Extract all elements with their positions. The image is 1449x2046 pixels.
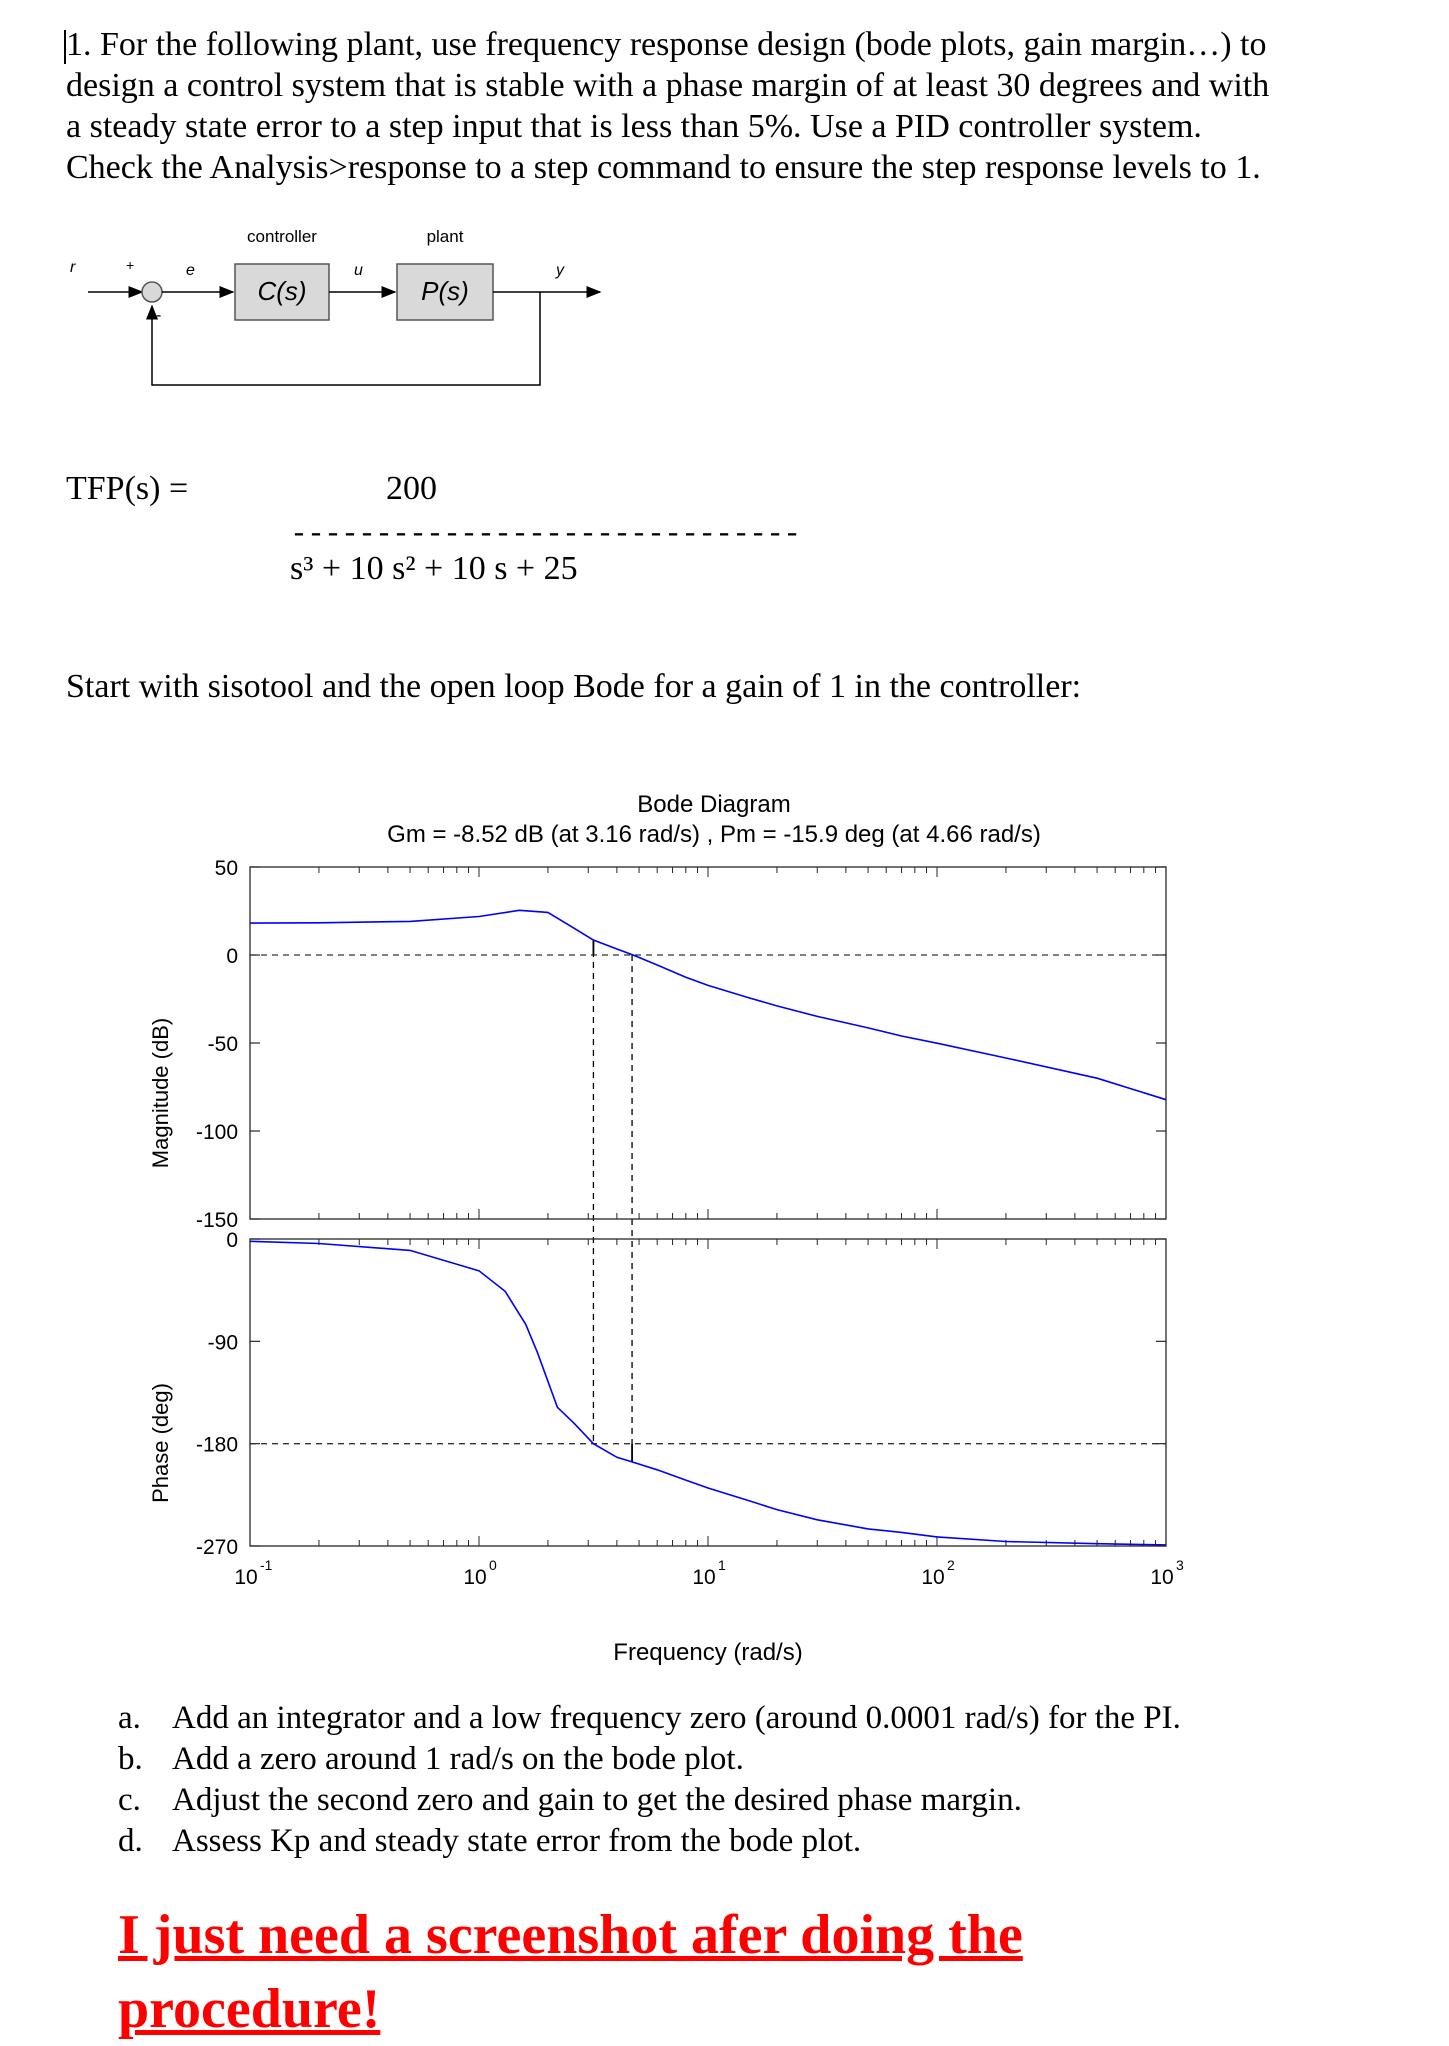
plant-label: plant [426, 227, 464, 246]
magnitude-tick-label: 50 [214, 857, 238, 880]
problem-line-3: a steady state error to a step input that is less than 5%. Use a PID controller system. [66, 108, 1202, 145]
tf-label: TFP(s) = [66, 470, 189, 507]
frequency-tick-exponent: -1 [260, 1557, 273, 1573]
bode-title: Bode Diagram [637, 791, 791, 818]
signal-r: r [70, 259, 76, 276]
frequency-tick-label: 10 [1150, 1566, 1174, 1589]
frequency-tick-exponent: 2 [947, 1557, 955, 1573]
steps-list [118, 1698, 1181, 1862]
phase-tick-label: -270 [195, 1536, 238, 1559]
problem-line-1: 1. For the following plant, use frequency response design (bode plots, gain margin…) to [66, 26, 1267, 63]
note-line-1: I just need a screenshot afer doing the [118, 1904, 1023, 1966]
frequency-tick-label: 10 [692, 1566, 716, 1589]
phase-ylabel: Phase (deg) [148, 1383, 173, 1503]
signal-u: u [354, 262, 363, 279]
phase-curve [250, 1241, 1166, 1545]
phase-axes [250, 1239, 1166, 1546]
frequency-tick-exponent: 3 [1176, 1557, 1184, 1573]
phase-tick-label: 0 [226, 1229, 238, 1252]
magnitude-curve [250, 910, 1166, 1099]
step-b: b. Add a zero around 1 rad/s on the bode plot. [118, 1741, 744, 1777]
tf-divider: ------------------------------ [290, 518, 801, 552]
frequency-tick-label: 10 [463, 1566, 487, 1589]
frequency-xlabel: Frequency (rad/s) [613, 1639, 803, 1666]
margin-markers [593, 940, 632, 1462]
signal-y: y [556, 262, 564, 279]
tf-numerator: 200 [386, 470, 437, 507]
controller-label: controller [247, 227, 317, 246]
minus-sign: - [156, 307, 162, 324]
plant-block-label: P(s) [421, 276, 469, 306]
phase-tick-label: -180 [195, 1433, 238, 1457]
frequency-tick-label: 10 [921, 1566, 945, 1589]
frequency-tick-exponent: 0 [489, 1557, 497, 1573]
magnitude-ticks [196, 857, 1166, 1232]
magnitude-ylabel: Magnitude (dB) [148, 1017, 173, 1169]
tf-denominator: s³ + 10 s² + 10 s + 25 [290, 550, 578, 587]
phase-tick-label: -90 [207, 1331, 238, 1355]
problem-number: 1. [66, 26, 92, 63]
step-c: c. Adjust the second zero and gain to get the desired phase margin. [118, 1782, 1022, 1818]
block-diagram [60, 220, 640, 400]
bode-diagram [130, 780, 1210, 1680]
start-instruction: Start with sisotool and the open loop Bode for a gain of 1 in the controller: [66, 668, 1082, 705]
frequency-tick-label: 10 [234, 1566, 258, 1589]
problem-line-4: Check the Analysis>response to a step command to ensure the step response levels to 1. [66, 149, 1261, 186]
plus-sign: + [126, 257, 135, 273]
phase-ticks [196, 1229, 1166, 1559]
screenshot-request-note [118, 1898, 1023, 2046]
controller-block-label: C(s) [257, 276, 307, 306]
note-line-2: procedure! [118, 1978, 381, 2040]
bode-subtitle: Gm = -8.52 dB (at 3.16 rad/s) , Pm = -15.9 deg (at 4.66 rad/s) [387, 821, 1041, 848]
summing-junction [142, 282, 162, 302]
step-a: a. Add an integrator and a low frequency zero (around 0.0001 rad/s) for the PI. [118, 1700, 1181, 1736]
step-d: d. Assess Kp and steady state error from the bode plot. [118, 1823, 862, 1859]
problem-statement [66, 24, 1406, 188]
frequency-ticks [234, 867, 1184, 1589]
magnitude-tick-label: -100 [195, 1121, 238, 1144]
magnitude-tick-label: 0 [226, 945, 238, 968]
problem-line-2: design a control system that is stable with a phase margin of at least 30 degrees and with [66, 67, 1270, 104]
magnitude-tick-label: -50 [207, 1033, 238, 1056]
magnitude-tick-label: -150 [195, 1209, 238, 1232]
magnitude-axes [250, 867, 1166, 1219]
frequency-tick-exponent: 1 [718, 1557, 726, 1573]
signal-e: e [186, 262, 195, 279]
